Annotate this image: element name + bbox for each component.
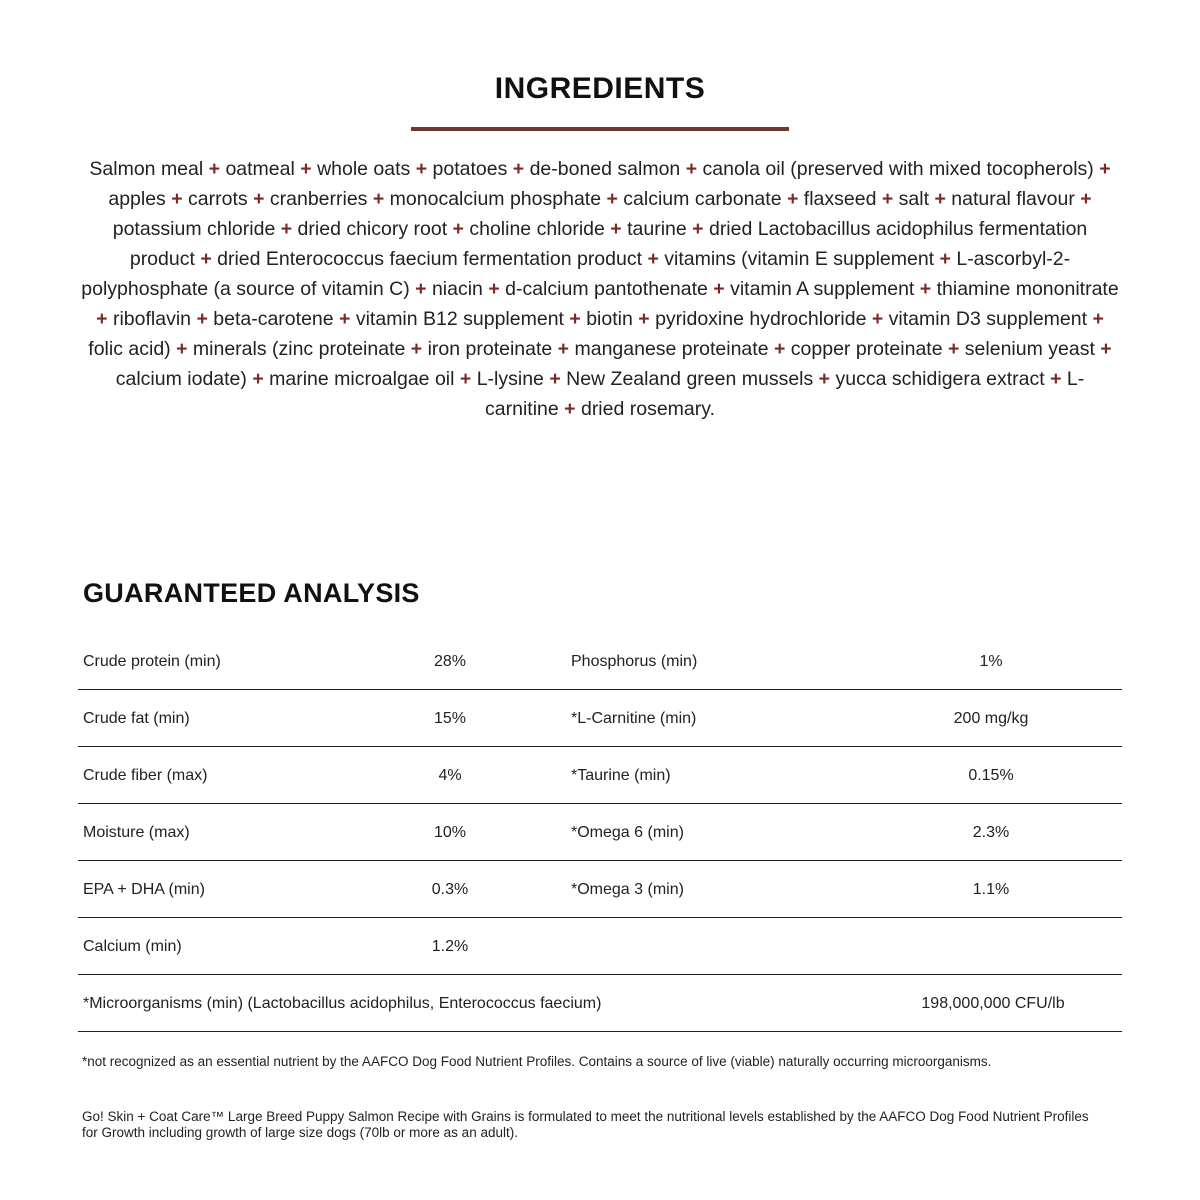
plus-separator: + <box>1050 368 1062 390</box>
ingredient: riboflavin <box>112 308 192 330</box>
nutrient-value: 4% <box>438 767 462 784</box>
ingredient: minerals (zinc proteinate <box>192 338 406 360</box>
plus-separator: + <box>557 338 570 360</box>
ingredient: cranberries <box>269 188 368 210</box>
plus-separator: + <box>280 218 293 240</box>
plus-separator: + <box>638 308 650 330</box>
plus-separator: + <box>871 308 884 330</box>
guaranteed-analysis-title: GUARANTEED ANALYSIS <box>83 578 420 608</box>
analysis-row <box>78 918 1122 975</box>
ingredient: vitamin B12 supplement <box>355 308 564 330</box>
plus-separator: + <box>1099 158 1111 180</box>
ingredient: vitamins (vitamin E supplement <box>664 248 935 270</box>
analysis-row <box>78 690 1122 747</box>
plus-separator: + <box>96 308 108 330</box>
ingredient: natural flavour <box>951 188 1075 210</box>
title-divider <box>411 127 789 131</box>
ingredient: choline chloride <box>469 218 605 240</box>
nutrient-value: 0.3% <box>431 881 469 898</box>
ingredient: selenium yeast <box>964 338 1095 360</box>
ingredient: folic acid) <box>88 338 171 360</box>
ingredient: calcium iodate) <box>115 368 247 390</box>
nutrient-value: 0.15% <box>968 767 1014 784</box>
ingredient: d-calcium pantothenate <box>505 278 708 300</box>
plus-separator: + <box>934 188 946 210</box>
nutrient-label: Phosphorus (min) <box>571 653 698 670</box>
plus-separator: + <box>692 218 704 240</box>
analysis-row <box>78 804 1122 861</box>
ingredient: copper proteinate <box>790 338 943 360</box>
plus-separator: + <box>171 188 183 210</box>
nutrient-label: Crude fat (min) <box>83 710 190 727</box>
ingredient: vitamin A supplement <box>730 278 915 300</box>
nutrient-label: Crude fiber (max) <box>83 767 208 784</box>
plus-separator: + <box>459 368 472 390</box>
nutrient-value: 1.2% <box>431 938 469 955</box>
plus-separator: + <box>452 218 464 240</box>
plus-separator: + <box>569 308 581 330</box>
plus-separator: + <box>488 278 500 300</box>
ingredient: beta-carotene <box>213 308 334 330</box>
ingredient: oatmeal <box>225 158 295 180</box>
ingredient: salt <box>898 188 930 210</box>
analysis-table <box>78 633 1122 1032</box>
nutrient-label: Moisture (max) <box>83 824 190 841</box>
plus-separator: + <box>881 188 894 210</box>
nutrient-value: 10% <box>433 824 467 841</box>
ingredient: iron proteinate <box>427 338 553 360</box>
microorganisms-row <box>78 975 1122 1032</box>
analysis-row <box>78 747 1122 804</box>
ingredient: dried Enterococcus faecium fermentation product <box>217 248 643 270</box>
analysis-row <box>78 861 1122 918</box>
ingredient: marine microalgae oil <box>269 368 455 390</box>
ingredient: vitamin D3 supplement <box>888 308 1088 330</box>
plus-separator: + <box>1092 308 1104 330</box>
plus-separator: + <box>647 248 659 270</box>
plus-separator: + <box>549 368 561 390</box>
ingredient: New Zealand green mussels <box>566 368 814 390</box>
plus-separator: + <box>415 158 428 180</box>
ingredients-title: INGREDIENTS <box>494 72 706 105</box>
ingredient: canola oil (preserved with mixed tocopherols) <box>702 158 1094 180</box>
nutrient-label: *Taurine (min) <box>571 767 671 784</box>
ingredient: niacin <box>431 278 483 300</box>
ingredient: apples <box>108 188 166 210</box>
plus-separator: + <box>564 398 576 420</box>
plus-separator: + <box>610 218 622 240</box>
ingredient: dried Lactobacillus acidophilus fermentation product <box>129 218 1088 270</box>
ingredients-list <box>80 154 1120 424</box>
plus-separator: + <box>208 158 221 180</box>
plus-separator: + <box>339 308 351 330</box>
ingredient: taurine <box>627 218 687 240</box>
plus-separator: + <box>606 188 618 210</box>
ingredient: dried rosemary. <box>580 398 715 420</box>
ingredient: potatoes <box>432 158 508 180</box>
nutrient-value: 2.3% <box>972 824 1010 841</box>
footnote: *not recognized as an essential nutrient by the AAFCO Dog Food Nutrient Profiles. Contains a source of live (viable) naturally occurring microorganisms. <box>82 1054 992 1069</box>
nutrient-label: *Omega 6 (min) <box>571 824 684 841</box>
ingredient: L-carnitine <box>485 368 1085 420</box>
plus-separator: + <box>1080 188 1092 210</box>
ingredient: flaxseed <box>803 188 877 210</box>
plus-separator: + <box>176 338 188 360</box>
nutrient-value: 198,000,000 CFU/lb <box>921 995 1065 1012</box>
ingredient: L-ascorbyl-2-polyphosphate (a source of vitamin C) <box>81 248 1071 300</box>
plus-separator: + <box>253 188 265 210</box>
nutrient-value: 1.1% <box>972 881 1010 898</box>
nutrient-value: 1% <box>979 653 1003 670</box>
plus-separator: + <box>818 368 831 390</box>
ingredient: calcium carbonate <box>623 188 782 210</box>
nutrient-label: *L-Carnitine (min) <box>571 710 697 727</box>
plus-separator: + <box>512 158 525 180</box>
nutrient-label: Calcium (min) <box>83 938 182 955</box>
plus-separator: + <box>939 248 951 270</box>
plus-separator: + <box>252 368 264 390</box>
ingredient: thiamine mononitrate <box>936 278 1119 300</box>
plus-separator: + <box>372 188 385 210</box>
plus-separator: + <box>196 308 208 330</box>
ingredient: manganese proteinate <box>574 338 769 360</box>
plus-separator: + <box>786 188 799 210</box>
nutrient-value: 15% <box>433 710 467 727</box>
nutrient-label: EPA + DHA (min) <box>83 881 205 898</box>
plus-separator: + <box>415 278 427 300</box>
plus-separator: + <box>919 278 932 300</box>
ingredient: monocalcium phosphate <box>389 188 602 210</box>
plus-separator: + <box>1100 338 1112 360</box>
plus-separator: + <box>685 158 698 180</box>
plus-separator: + <box>713 278 725 300</box>
plus-separator: + <box>410 338 423 360</box>
ingredient: biotin <box>586 308 633 330</box>
nutrient-value: 200 mg/kg <box>953 710 1029 727</box>
nutrient-label: Crude protein (min) <box>83 653 221 670</box>
ingredient: L-lysine <box>476 368 544 390</box>
ingredient: yucca schidigera extract <box>835 368 1045 390</box>
ingredient: potassium chloride <box>112 218 276 240</box>
plus-separator: + <box>300 158 312 180</box>
analysis-row <box>78 633 1122 690</box>
ingredient: whole oats <box>317 158 411 180</box>
nutrient-label: *Microorganisms (min) (Lactobacillus acidophilus, Enterococcus faecium) <box>83 995 602 1012</box>
ingredient: Salmon meal <box>89 158 204 180</box>
aafco-statement: Go! Skin + Coat Care™ Large Breed Puppy Salmon Recipe with Grains is formulated to meet the nutritional levels established by the AAFCO Dog Food Nutrient Profiles for Growth including growth of large size dogs (70lb or more as an adult). <box>82 1109 1089 1140</box>
ingredient: dried chicory root <box>297 218 448 240</box>
plus-separator: + <box>947 338 960 360</box>
ingredient: carrots <box>188 188 248 210</box>
plus-separator: + <box>200 248 212 270</box>
nutrient-value: 28% <box>433 653 467 670</box>
ingredient: pyridoxine hydrochloride <box>655 308 867 330</box>
nutrient-label: *Omega 3 (min) <box>571 881 684 898</box>
ingredient: de-boned salmon <box>529 158 681 180</box>
plus-separator: + <box>773 338 786 360</box>
